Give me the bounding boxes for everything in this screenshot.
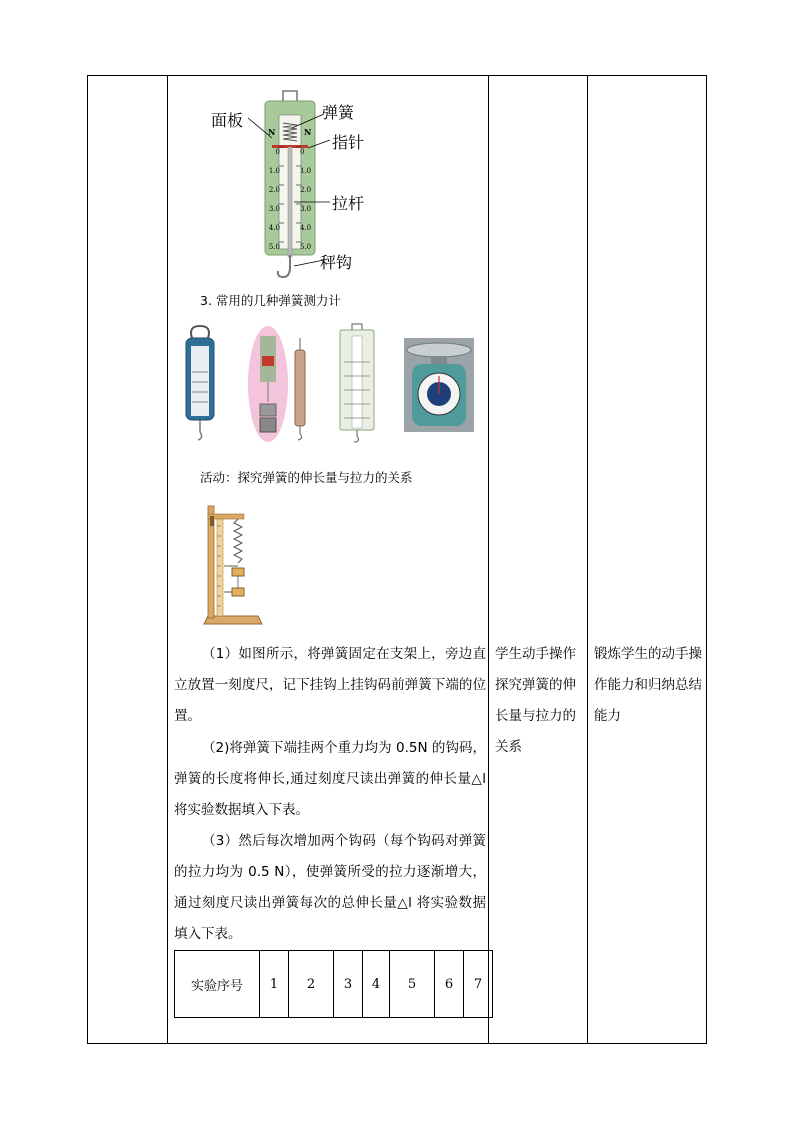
activity-title: 活动：探究弹簧的伸长量与拉力的关系 [200, 470, 413, 485]
paragraph-3: （3）然后每次增加两个钩码（每个钩码对弹簧的拉力均为 0.5 N），使弹簧所受的拉力逐渐增大，通过刻度尺读出弹簧每次的总伸长量△l 将实验数据填入下表。 [174, 833, 486, 942]
paragraph-2: （2)将弹簧下端挂两个重力均为 0.5N 的钩码，弹簧的长度将伸长,通过刻度尺读出弹簧的伸长量△l 将实验数据填入下表。 [174, 740, 486, 818]
table-col-line-3 [488, 75, 489, 1044]
tick-label: 1.0 [300, 167, 312, 175]
table-col-line-2 [167, 75, 168, 1044]
number-cell: 2 [289, 951, 334, 1018]
number-cell: 6 [435, 951, 464, 1018]
paragraph-1: （1）如图所示，将弹簧固定在支架上，旁边直立放置一刻度尺，记下挂钩上挂钩码前弹簧下端的位置。 [174, 646, 486, 724]
number-cell: 7 [464, 951, 493, 1018]
number-cell: 1 [260, 951, 289, 1018]
tick-label: 1.0 [268, 167, 280, 175]
tick-label: 0 [300, 148, 305, 156]
scale-unit-left: N [268, 127, 276, 137]
label-pointer: 指针 [332, 133, 365, 152]
spring-stand-apparatus-image [200, 500, 266, 630]
tick-label: 4.0 [300, 224, 312, 232]
experiment-data-table [174, 950, 493, 1018]
number-cell: 3 [334, 951, 363, 1018]
design-intent-text: 锻炼学生的动手操作能力和归纳总结能力 [594, 646, 702, 724]
table-col-line-1 [87, 75, 88, 1044]
number-cell: 5 [390, 951, 435, 1018]
cylinder-scale-icon [186, 326, 214, 440]
tick-label: 3.0 [268, 205, 280, 213]
label-panel: 面板 [211, 111, 244, 130]
diagram-leader-lines [230, 100, 370, 270]
tube-scale-icon [248, 326, 305, 442]
table-col-line-5 [706, 75, 707, 1044]
header-cell: 实验序号 [175, 951, 260, 1018]
label-spring: 弹簧 [322, 103, 355, 122]
student-activity-text: 学生动手操作探究弹簧的伸长量与拉力的关系 [495, 646, 576, 755]
tick-label: 2.0 [268, 186, 280, 194]
spring-scale-types-image [180, 322, 480, 446]
scale-unit-right: N [304, 127, 312, 137]
tick-label: 5.0 [300, 243, 312, 251]
label-hook: 秤钩 [320, 253, 353, 272]
tick-label: 4.0 [268, 224, 280, 232]
tick-label: 3.0 [300, 205, 312, 213]
label-rod: 拉杆 [332, 194, 365, 213]
tick-label: 2.0 [300, 186, 312, 194]
section-3-title: 3. 常用的几种弹簧测力计 [200, 293, 341, 308]
plate-scale-icon [340, 324, 374, 442]
table-bottom-border [87, 1043, 707, 1044]
table-top-border [87, 75, 707, 76]
table-col-line-4 [587, 75, 588, 1044]
dial-scale-icon [404, 338, 474, 432]
tick-label: 5.0 [268, 243, 280, 251]
tick-label: 0 [275, 148, 280, 156]
table-row [175, 951, 493, 1018]
number-cell: 4 [363, 951, 390, 1018]
